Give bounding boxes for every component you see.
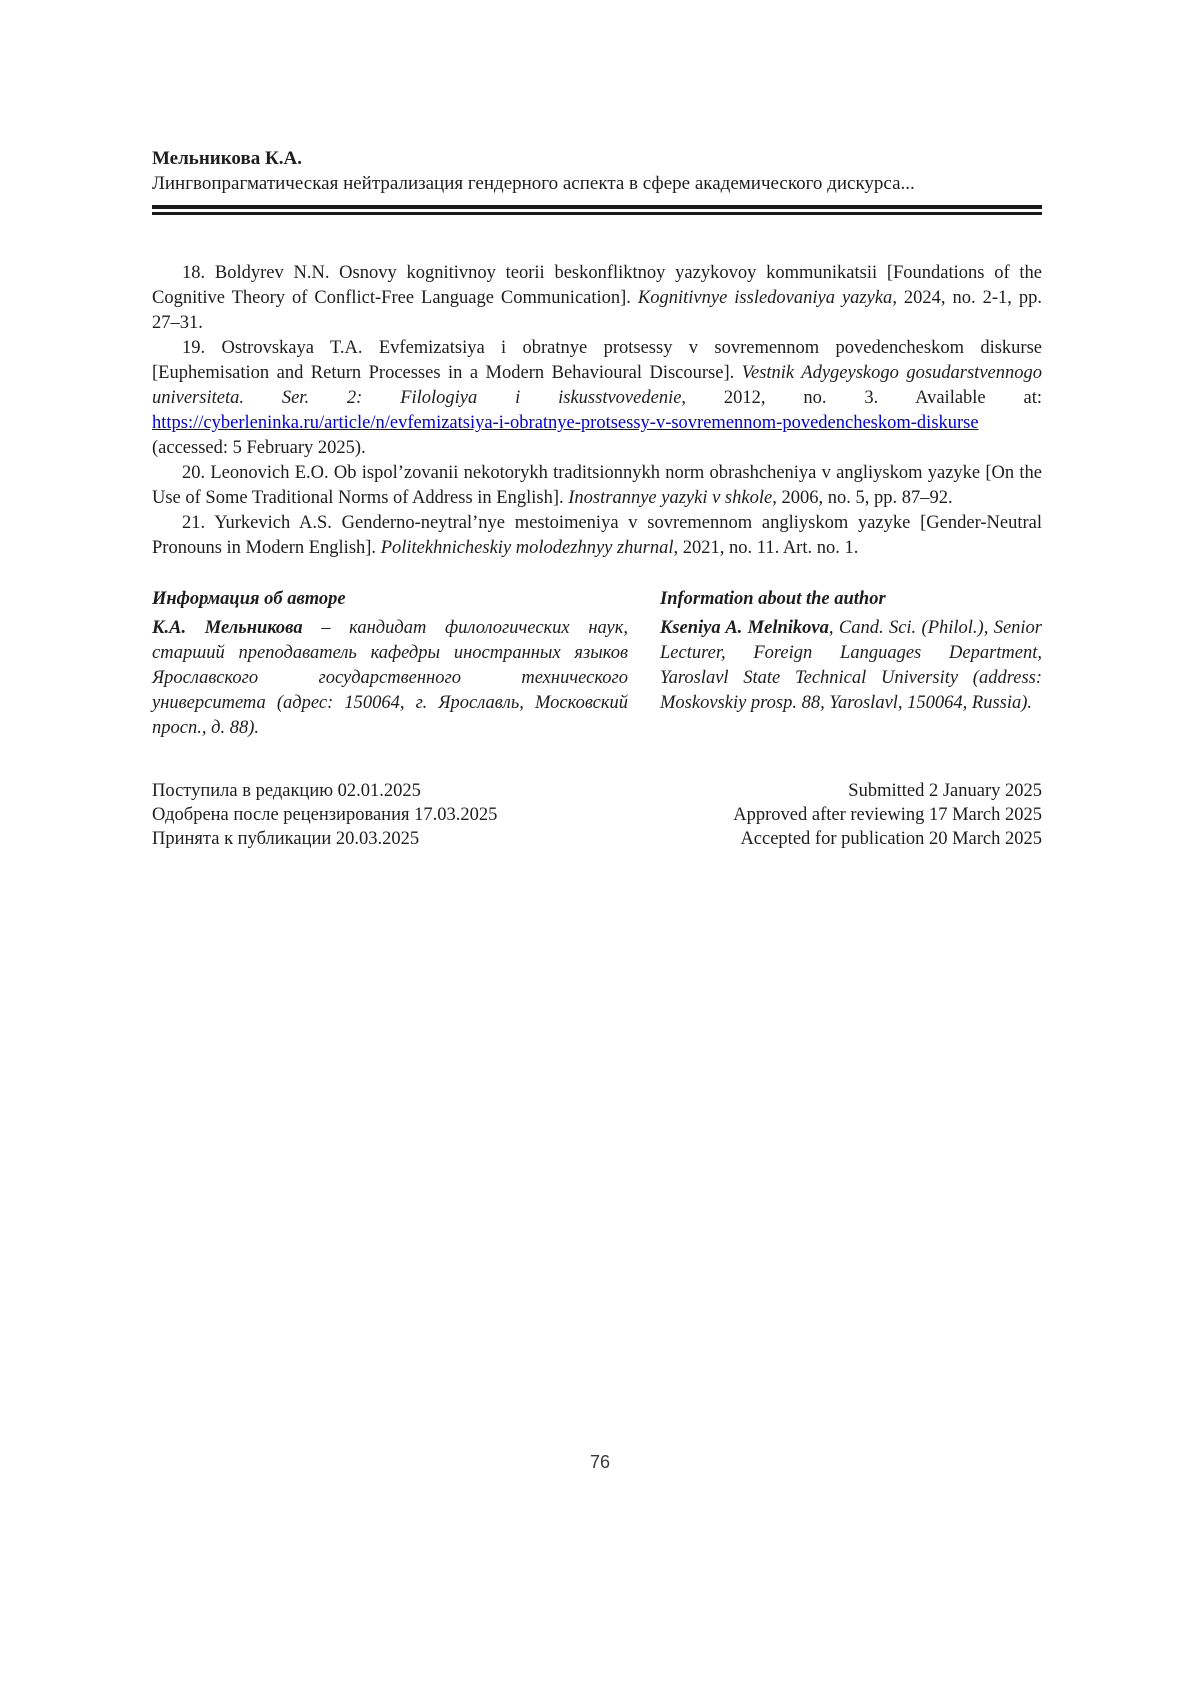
italic-text: Kognitivnye issledovaniya yazyka xyxy=(637,288,893,308)
running-head xyxy=(152,146,1042,215)
double-rule-divider xyxy=(152,205,1042,215)
author-info-en-paragraph xyxy=(660,616,1042,716)
submission-dates-en xyxy=(660,779,1042,851)
author-info-ru-heading: Информация об авторе xyxy=(152,589,346,609)
author-info-ru-paragraph xyxy=(152,616,628,741)
author-info-columns xyxy=(152,587,1042,851)
text-run: 19. Ostrovskaya T.A. Evfemizatsiya i obratnye protsessy v sovremennom povedencheskom diskurse [Euphemisation and Return Processes in a Modern Behavioural Discourse]. xyxy=(152,338,1042,383)
text-run: 20. Leonovich E.O. Ob ispol’zovanii nekotorykh traditsionnykh norm obrashcheniya v angliyskom yazyke [On the Use of Some Traditional Norms of Address in English]. xyxy=(152,463,1042,508)
page-number: 76 xyxy=(589,1452,611,1472)
date-line: Принята к публикации 20.03.2025 xyxy=(152,829,420,849)
author-name-text: К.А. Мельникова xyxy=(152,618,303,638)
running-head-title: Лингвопрагматическая нейтрализация гендерного аспекта в сфере академического дискурса... xyxy=(152,173,915,194)
author-name-text: Kseniya A. Melnikova xyxy=(660,618,829,638)
italic-text: , Cand. Sci. (Philol.), Senior Lecturer, Foreign Languages Department, Yaroslavl State Technical University (address: Moskovskiy prosp. 88, Yaroslavl, 150064, Russia). xyxy=(660,618,1042,713)
author-info-en xyxy=(660,587,1042,741)
italic-text: – кандидат филологических наук, старший преподаватель кафедры иностранных языков Ярославского государственного технического университета (адрес: 150064, г. Ярославль, Московский просп., д. 88). xyxy=(152,618,628,738)
italic-text: Inostrannye yazyki v shkole xyxy=(568,488,773,508)
author-info-en-heading: Information about the author xyxy=(660,589,886,609)
italic-text: Politekhnicheskiy molodezhnyy zhurnal xyxy=(380,538,674,558)
author-info-ru xyxy=(152,587,628,741)
text-run: , 2012, no. 3. Available at: xyxy=(681,388,1042,408)
date-line: Submitted 2 January 2025 xyxy=(848,781,1042,801)
reference-item xyxy=(152,461,1042,511)
text-run: (accessed: 5 February 2025). xyxy=(152,438,366,458)
date-line: Accepted for publication 20 March 2025 xyxy=(740,829,1042,849)
submission-dates-ru xyxy=(152,779,628,851)
page-content xyxy=(152,146,1042,851)
running-head-author: Мельникова К.А. xyxy=(152,148,302,169)
text-run: , 2021, no. 11. Art. no. 1. xyxy=(673,538,859,558)
date-line: Approved after reviewing 17 March 2025 xyxy=(733,805,1042,825)
text-run: 21. Yurkevich A.S. Genderno-neytral’nye mestoimeniya v sovremennom angliyskom yazyke [Gender-Neutral Pronouns in Modern English]. xyxy=(152,513,1042,558)
italic-text: Vestnik Adygeyskogo gosudarstvennogo universiteta. Ser. 2: Filologiya i iskusstvovedenie xyxy=(152,363,1042,408)
text-run: 18. Boldyrev N.N. Osnovy kognitivnoy teorii beskonfliktnoy yazykovoy kommunikatsii [Foundations of the Cognitive Theory of Conflict-Free Language Communication]. xyxy=(152,263,1042,308)
reference-item xyxy=(152,336,1042,461)
reference-url-link[interactable]: https://cyberleninka.ru/article/n/evfemizatsiya-i-obratnye-protsessy-v-sovremennom-povedencheskom-diskurse xyxy=(152,413,979,433)
reference-item xyxy=(152,511,1042,561)
references-list xyxy=(152,261,1042,561)
text-run: , 2024, no. 2-1, pp. 27–31. xyxy=(152,288,1042,333)
date-line: Одобрена после рецензирования 17.03.2025 xyxy=(152,805,498,825)
date-line: Поступила в редакцию 02.01.2025 xyxy=(152,781,421,801)
text-run: , 2006, no. 5, pp. 87–92. xyxy=(772,488,953,508)
reference-item xyxy=(152,261,1042,336)
